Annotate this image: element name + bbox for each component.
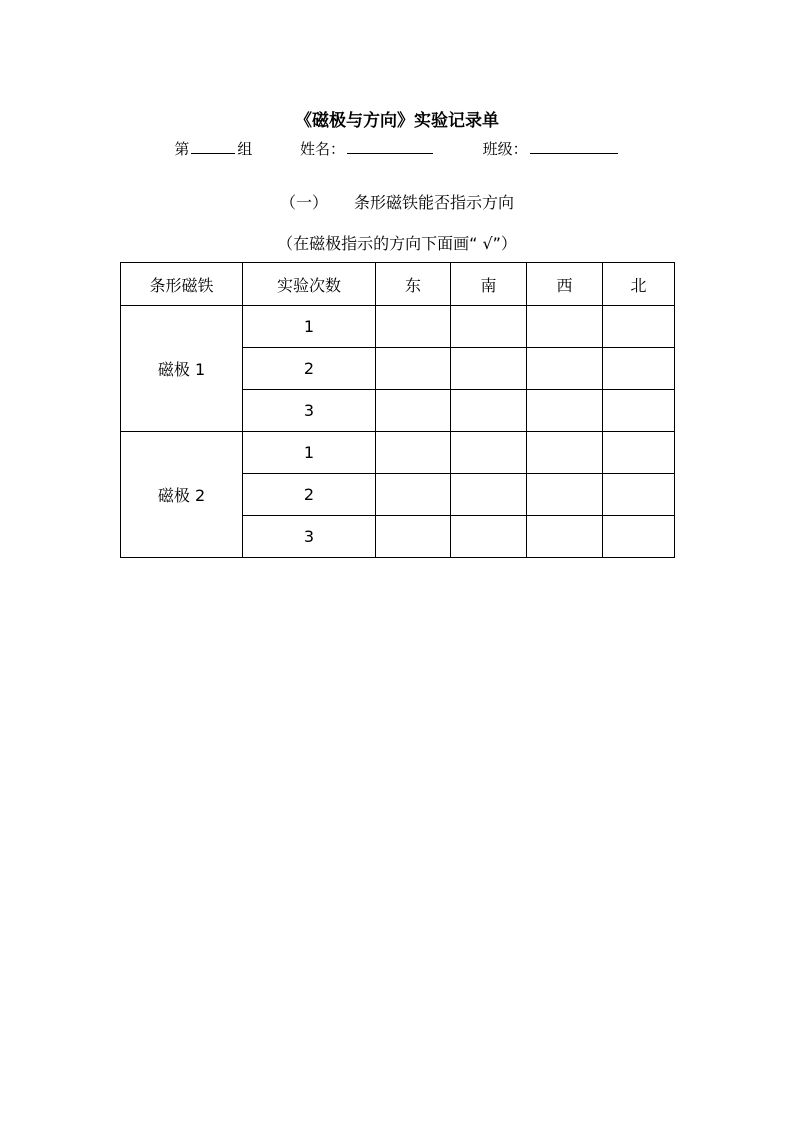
south-cell[interactable] bbox=[451, 474, 527, 516]
trial-number: 3 bbox=[243, 390, 376, 432]
west-cell[interactable] bbox=[527, 390, 603, 432]
west-cell[interactable] bbox=[527, 348, 603, 390]
south-cell[interactable] bbox=[451, 390, 527, 432]
east-cell[interactable] bbox=[376, 390, 451, 432]
page-title: 《磁极与方向》实验记录单 bbox=[295, 111, 499, 131]
record-table bbox=[120, 262, 675, 558]
header-west: 西 bbox=[527, 263, 603, 306]
student-info-line bbox=[0, 138, 794, 159]
west-cell[interactable] bbox=[527, 432, 603, 474]
east-cell[interactable] bbox=[376, 432, 451, 474]
header-bar-magnet: 条形磁铁 bbox=[121, 263, 243, 306]
north-cell[interactable] bbox=[603, 516, 675, 558]
group-suffix: 组 bbox=[237, 140, 253, 158]
east-cell[interactable] bbox=[376, 516, 451, 558]
section-number: （一） bbox=[279, 193, 328, 212]
trial-number: 2 bbox=[243, 474, 376, 516]
north-cell[interactable] bbox=[603, 348, 675, 390]
south-cell[interactable] bbox=[451, 432, 527, 474]
class-blank[interactable] bbox=[530, 139, 618, 154]
header-east: 东 bbox=[376, 263, 451, 306]
west-cell[interactable] bbox=[527, 306, 603, 348]
north-cell[interactable] bbox=[603, 390, 675, 432]
trial-number: 1 bbox=[243, 306, 376, 348]
pole-label: 磁极 2 bbox=[121, 432, 243, 558]
header-north: 北 bbox=[603, 263, 675, 306]
trial-number: 2 bbox=[243, 348, 376, 390]
name-blank[interactable] bbox=[347, 139, 433, 154]
section-title: 条形磁铁能否指示方向 bbox=[354, 193, 515, 212]
north-cell[interactable] bbox=[603, 432, 675, 474]
east-cell[interactable] bbox=[376, 306, 451, 348]
name-label: 姓名： bbox=[300, 140, 346, 158]
table-header-row bbox=[121, 263, 675, 306]
header-trial-count: 实验次数 bbox=[243, 263, 376, 306]
south-cell[interactable] bbox=[451, 348, 527, 390]
group-prefix: 第 bbox=[174, 140, 190, 158]
east-cell[interactable] bbox=[376, 348, 451, 390]
south-cell[interactable] bbox=[451, 306, 527, 348]
class-label: 班级： bbox=[482, 140, 528, 158]
instruction-note: （在磁极指示的方向下面画“ √”） bbox=[277, 234, 517, 253]
trial-number: 3 bbox=[243, 516, 376, 558]
east-cell[interactable] bbox=[376, 474, 451, 516]
header-south: 南 bbox=[451, 263, 527, 306]
west-cell[interactable] bbox=[527, 474, 603, 516]
section-heading bbox=[0, 190, 794, 213]
pole-label: 磁极 1 bbox=[121, 306, 243, 432]
west-cell[interactable] bbox=[527, 516, 603, 558]
trial-number: 1 bbox=[243, 432, 376, 474]
table-row bbox=[121, 306, 675, 348]
table-row bbox=[121, 432, 675, 474]
north-cell[interactable] bbox=[603, 306, 675, 348]
south-cell[interactable] bbox=[451, 516, 527, 558]
group-blank[interactable] bbox=[191, 139, 235, 154]
north-cell[interactable] bbox=[603, 474, 675, 516]
